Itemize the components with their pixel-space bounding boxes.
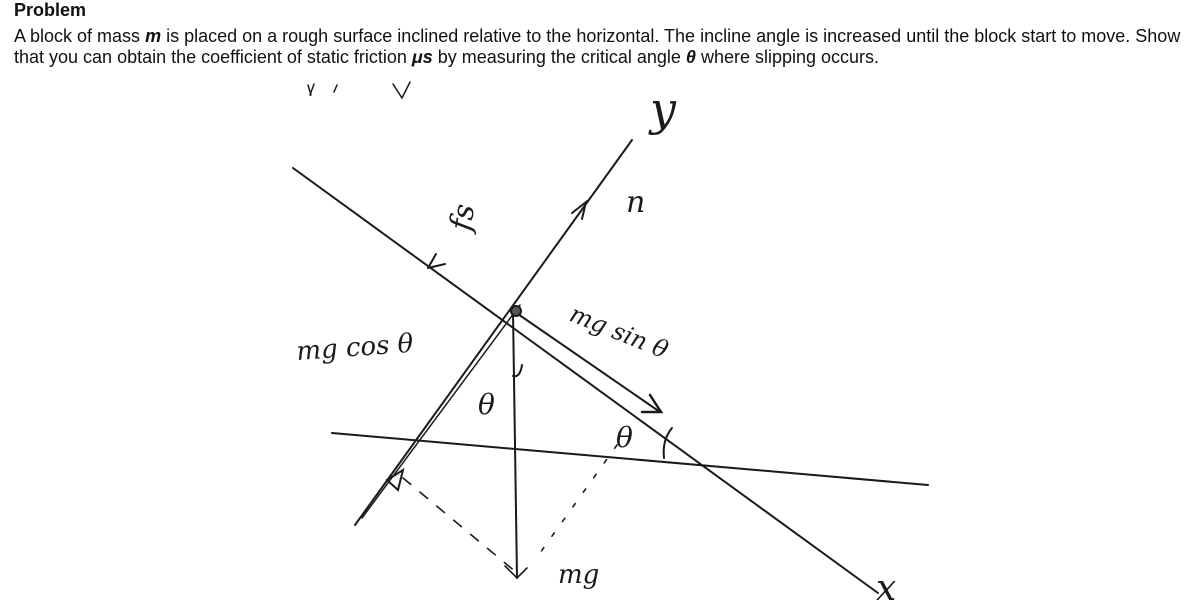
- theta-variable: θ: [685, 47, 696, 67]
- free-body-sketch: [0, 70, 1200, 613]
- problem-heading: Problem: [14, 0, 87, 20]
- problem-statement: [14, 26, 1184, 68]
- normal-arrow-head: [572, 202, 586, 219]
- block-point: [511, 306, 521, 316]
- mg-cos-label: mg cos θ: [295, 328, 415, 367]
- mg-label: mg: [558, 560, 600, 590]
- statement-text-2: is placed on a rough surface inclined relative to the horizontal. The incline angle is increased until the block start to move. Show that you can obtain the coefficient of static friction: [14, 26, 1181, 67]
- dashed-line-1: [403, 478, 517, 573]
- mu-variable: μs: [411, 47, 433, 67]
- check-mark: [393, 82, 410, 98]
- dashed-line-2: [535, 445, 617, 560]
- mg-sin-label: mg sin θ: [565, 299, 673, 365]
- x-axis-label: x: [876, 568, 897, 609]
- friction-arrow-head: [428, 254, 445, 268]
- friction-label: fs: [443, 201, 483, 234]
- theta-right-label: θ: [616, 421, 633, 454]
- theta-left-label: θ: [478, 388, 495, 421]
- statement-text-1: A block of mass: [14, 26, 146, 46]
- statement-text-3: by measuring the critical angle: [432, 47, 686, 67]
- y-axis-label: y: [650, 82, 676, 136]
- normal-label: n: [626, 185, 646, 220]
- incline-x-axis: [293, 168, 878, 593]
- weight-vector: [513, 312, 517, 578]
- mass-variable: m: [145, 26, 162, 46]
- scribble-mark: [308, 84, 337, 95]
- mg-sin-arrow-head: [642, 395, 661, 412]
- statement-text-4: where slipping occurs.: [695, 47, 880, 67]
